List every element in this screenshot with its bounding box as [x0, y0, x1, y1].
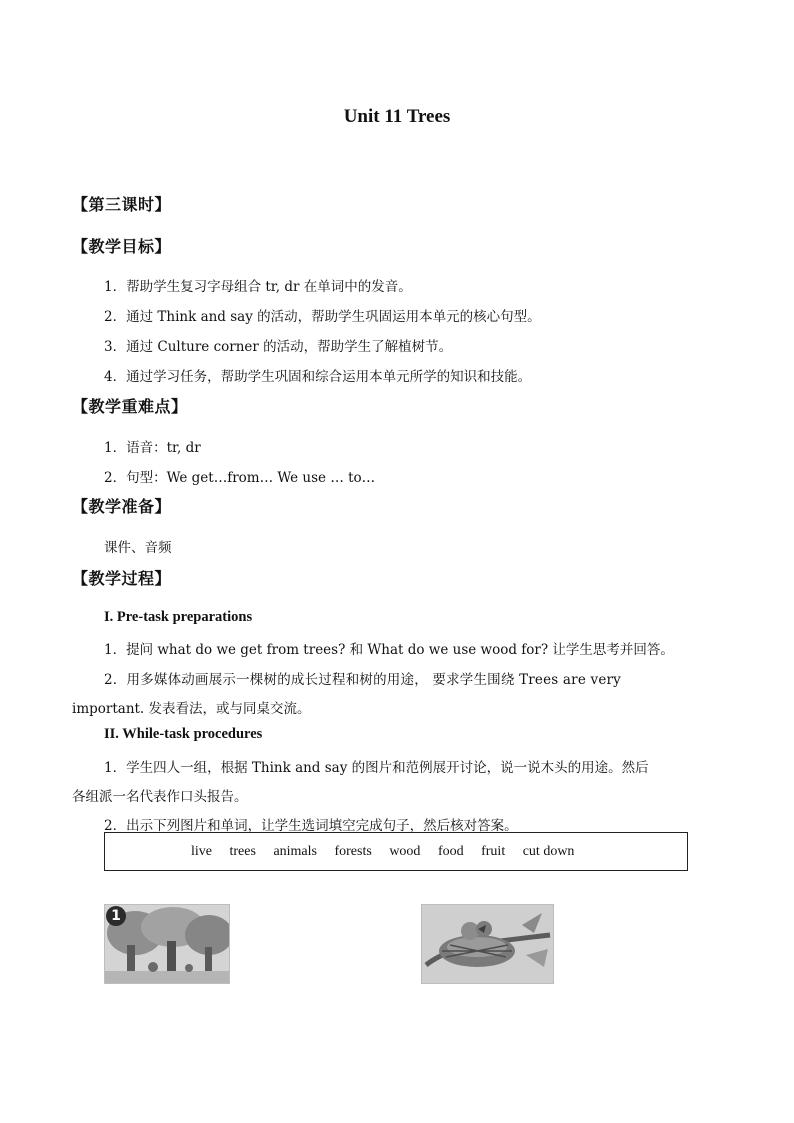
- while-task-item-1: 1．学生四人一组，根据 Think and say 的图片和范例展开讨论，说一说木头的用途。然后: [104, 760, 649, 776]
- heading-lesson: 【第三课时】: [72, 195, 172, 214]
- heading-process: 【教学过程】: [72, 569, 172, 588]
- word-bank-item: food: [437, 844, 464, 859]
- word-bank-item: live: [191, 844, 212, 859]
- while-task-heading: II. While-task procedures: [104, 726, 263, 742]
- word-bank-item: cut down: [522, 844, 575, 859]
- heading-keypoints: 【教学重难点】: [72, 397, 188, 416]
- pre-task-heading: I. Pre-task preparations: [104, 609, 253, 625]
- word-bank-item: animals: [273, 844, 317, 859]
- word-bank-box: [104, 832, 688, 871]
- heading-prep: 【教学准备】: [72, 497, 172, 516]
- picture-number-badge: 1: [106, 906, 126, 926]
- word-bank: [191, 844, 588, 860]
- keypoint-item: 2．句型：We get…from… We use … to…: [104, 470, 376, 486]
- while-task-item-1-cont: 各组派一名代表作口头报告。: [72, 789, 248, 805]
- pre-task-item-2: 2．用多媒体动画展示一棵树的成长过程和树的用途， 要求学生围绕 Trees are very: [104, 672, 622, 688]
- bird-nest-icon: [422, 905, 553, 983]
- goal-item: 1．帮助学生复习字母组合 tr, dr 在单词中的发音。: [104, 279, 412, 295]
- keypoint-item: 1．语音：tr, dr: [104, 440, 201, 456]
- word-bank-item: fruit: [481, 844, 506, 859]
- forest-picture: [104, 904, 230, 984]
- goal-item: 3．通过 Culture corner 的活动，帮助学生了解植树节。: [104, 339, 453, 355]
- goal-item: 4．通过学习任务，帮助学生巩固和综合运用本单元所学的知识和技能。: [104, 369, 532, 385]
- heading-goals: 【教学目标】: [72, 237, 172, 256]
- pre-task-item-2-cont: important. 发表看法，或与同桌交流。: [72, 701, 311, 717]
- goal-item: 2．通过 Think and say 的活动，帮助学生巩固运用本单元的核心句型。: [104, 309, 541, 325]
- prep-text: 课件、音频: [104, 540, 172, 556]
- word-bank-item: trees: [229, 844, 256, 859]
- page-title: Unit 11 Trees: [343, 106, 451, 127]
- bird-nest-picture: [421, 904, 554, 984]
- word-bank-item: forests: [334, 844, 372, 859]
- pre-task-item-1: 1．提问 what do we get from trees? 和 What do we use wood for? 让学生思考并回答。: [104, 642, 674, 658]
- word-bank-item: wood: [389, 844, 421, 859]
- while-task-item-2: 2．出示下列图片和单词，让学生选词填空完成句子，然后核对答案。: [104, 818, 518, 834]
